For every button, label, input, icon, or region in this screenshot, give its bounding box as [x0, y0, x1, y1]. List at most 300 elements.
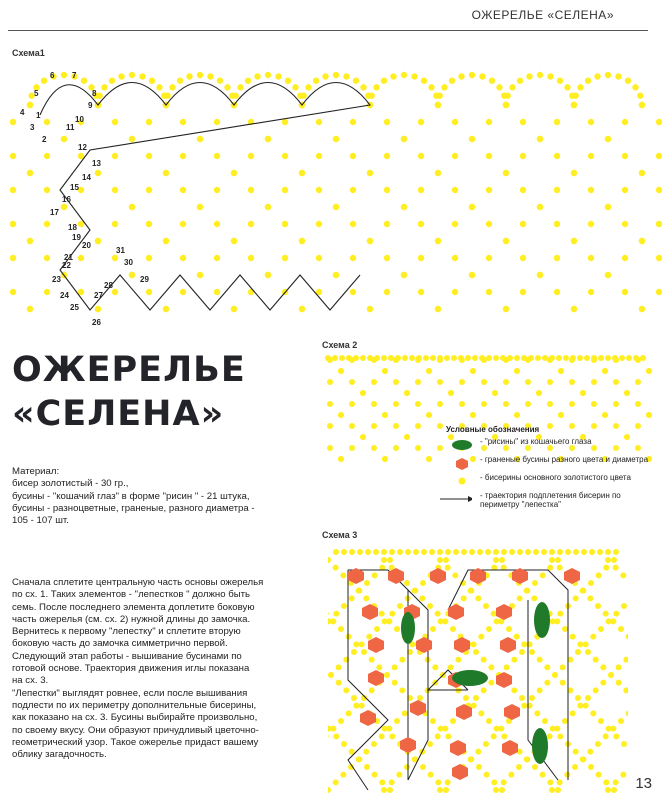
bead — [626, 634, 628, 640]
instruction-line: Следующий этап работы - вышивание бусинами по — [12, 650, 242, 662]
bead — [646, 412, 652, 418]
bead — [445, 565, 451, 571]
bead — [353, 355, 359, 361]
bead — [504, 93, 510, 99]
bead — [389, 779, 395, 785]
bead — [353, 78, 359, 84]
bead — [554, 187, 560, 193]
bead — [525, 401, 531, 407]
bead — [459, 401, 465, 407]
bead — [341, 741, 347, 747]
materials-line: бусины - "кошачий глаз" в форме "рисин " - 21 штука, — [12, 490, 250, 502]
bead — [549, 355, 555, 361]
bead — [475, 595, 481, 601]
legend-item-green-oval — [438, 437, 658, 455]
bead — [452, 221, 458, 227]
bead — [384, 255, 390, 261]
bead — [421, 549, 427, 555]
bead — [520, 221, 526, 227]
bead — [605, 72, 611, 78]
bead — [393, 423, 399, 429]
bead — [44, 119, 50, 125]
bead — [493, 549, 499, 555]
instructions-section — [12, 577, 310, 761]
bead-number: 20 — [82, 241, 91, 250]
bead — [327, 423, 333, 429]
bead — [478, 634, 484, 640]
bead — [163, 306, 169, 312]
bead — [416, 355, 422, 361]
bead — [393, 445, 399, 451]
bead — [656, 289, 662, 295]
bead — [442, 726, 448, 732]
bead — [316, 187, 322, 193]
bead — [373, 84, 379, 90]
bead — [491, 779, 497, 785]
bead-number: 3 — [30, 123, 35, 132]
bead — [622, 119, 628, 125]
bead — [452, 119, 458, 125]
bead — [473, 649, 479, 655]
bead — [622, 187, 628, 193]
bead — [177, 78, 183, 84]
bead — [605, 204, 611, 210]
legend-title: Условные обозначения — [446, 425, 540, 434]
bead — [316, 153, 322, 159]
bead — [569, 379, 575, 385]
bead — [379, 611, 385, 617]
bead — [475, 749, 481, 755]
bead-number: 7 — [72, 71, 77, 80]
bead — [437, 355, 443, 361]
bead — [428, 84, 434, 90]
bead — [531, 595, 537, 601]
bead — [44, 289, 50, 295]
bead — [197, 72, 203, 78]
bead — [583, 641, 589, 647]
bead — [387, 787, 393, 793]
bead — [389, 611, 395, 617]
instruction-line: Вернитесь к первому "лепестку" и сплетите вторую — [12, 626, 241, 638]
bead — [520, 289, 526, 295]
bead — [605, 557, 611, 563]
bead — [231, 238, 237, 244]
bead — [594, 73, 600, 79]
bead — [639, 306, 645, 312]
bead — [197, 204, 203, 210]
bead — [484, 772, 490, 778]
bead — [393, 401, 399, 407]
instruction-line: часть ожерелья (см. сх. 2) нужной длины до замочка. — [12, 613, 251, 625]
instruction-line: семь. После последнего элемента доплетите боковую — [12, 601, 255, 613]
rice-bead — [532, 728, 548, 764]
bead — [554, 221, 560, 227]
bead — [437, 787, 443, 793]
bead — [547, 73, 553, 79]
bead — [418, 119, 424, 125]
header-divider — [8, 30, 648, 31]
bead — [367, 170, 373, 176]
bead — [547, 779, 553, 785]
bead — [350, 153, 356, 159]
bead — [435, 733, 441, 739]
bead — [367, 238, 373, 244]
legend — [438, 425, 658, 509]
bead — [371, 741, 377, 747]
bead-number: 17 — [50, 208, 59, 217]
bead — [341, 549, 347, 555]
bead — [129, 272, 135, 278]
bead — [537, 687, 543, 693]
bead — [517, 78, 523, 84]
bead — [591, 379, 597, 385]
bead — [532, 764, 538, 770]
bead — [282, 221, 288, 227]
bead — [341, 603, 347, 609]
bead — [639, 170, 645, 176]
bead — [395, 355, 401, 361]
bead — [163, 170, 169, 176]
scheme1-label: Схема1 — [12, 48, 45, 58]
bead — [435, 170, 441, 176]
bead — [112, 221, 118, 227]
bead — [437, 549, 443, 555]
bead — [489, 78, 495, 84]
bead — [401, 72, 407, 78]
bead — [421, 78, 427, 84]
legend-item-label: - бисерины основного золотистого цвета — [480, 473, 631, 482]
bead — [656, 255, 662, 261]
bead — [626, 355, 632, 361]
bead — [332, 355, 338, 361]
page-number: 13 — [635, 775, 652, 792]
bead — [646, 368, 652, 374]
bead — [570, 710, 576, 716]
bead — [372, 572, 378, 578]
bead — [588, 289, 594, 295]
bead — [596, 772, 602, 778]
bead — [163, 238, 169, 244]
bead — [486, 221, 492, 227]
bead — [316, 221, 322, 227]
bead — [593, 687, 599, 693]
bead — [402, 710, 408, 716]
bead — [639, 238, 645, 244]
bead — [333, 72, 339, 78]
bead — [503, 306, 509, 312]
bead — [445, 779, 451, 785]
bead — [427, 741, 433, 747]
bead-number: 21 — [64, 253, 73, 262]
bead — [44, 221, 50, 227]
bead-number: 11 — [66, 123, 75, 132]
page-title-line2: «СЕЛЕНА» — [12, 394, 225, 434]
bead — [399, 657, 405, 663]
instruction-line: подлести по их периметру дополнительные бисерины, — [12, 699, 257, 711]
bead — [623, 687, 628, 693]
bead — [622, 153, 628, 159]
bead — [401, 136, 407, 142]
bead — [336, 664, 342, 670]
bead — [619, 355, 625, 361]
bead — [394, 626, 400, 632]
bead — [371, 379, 377, 385]
bead — [207, 73, 213, 79]
green-oval-icon — [450, 439, 474, 451]
bead — [101, 84, 107, 90]
bead — [418, 289, 424, 295]
bead — [336, 680, 342, 686]
bead — [571, 306, 577, 312]
bead — [180, 187, 186, 193]
legend-item-label: - граненые бусины разного цвета и диаметра — [480, 455, 649, 464]
bead — [503, 401, 509, 407]
bead — [350, 255, 356, 261]
bead — [343, 687, 349, 693]
bead — [412, 588, 418, 594]
bead — [316, 255, 322, 261]
bead-number: 22 — [62, 261, 71, 270]
bead — [214, 221, 220, 227]
bead — [426, 368, 432, 374]
bead — [248, 221, 254, 227]
bead — [595, 603, 601, 609]
bead — [376, 664, 382, 670]
bead — [338, 412, 344, 418]
bead — [493, 355, 499, 361]
bead — [469, 72, 475, 78]
bead — [564, 84, 570, 90]
bead — [525, 549, 531, 555]
arrow-icon — [438, 493, 472, 505]
bead — [360, 434, 366, 440]
bead — [44, 255, 50, 261]
bead — [547, 379, 553, 385]
bead — [146, 119, 152, 125]
materials-section — [12, 466, 312, 527]
bead — [563, 355, 569, 361]
red-hexagon-icon — [450, 457, 474, 471]
bead — [537, 204, 543, 210]
bead — [552, 672, 558, 678]
bead — [180, 255, 186, 261]
bead — [521, 703, 527, 709]
bead — [338, 626, 344, 632]
bead — [95, 170, 101, 176]
bead — [476, 764, 482, 770]
bead — [149, 78, 155, 84]
bead — [572, 764, 578, 770]
bead-number: 6 — [50, 71, 55, 80]
bead — [613, 565, 619, 571]
bead — [549, 549, 555, 555]
bead — [521, 641, 527, 647]
bead — [435, 102, 441, 108]
bead — [514, 368, 520, 374]
scheme1-bead-numbers — [20, 71, 149, 327]
bead — [112, 255, 118, 261]
bead — [316, 119, 322, 125]
bead — [595, 741, 601, 747]
bead — [350, 187, 356, 193]
bead — [540, 572, 546, 578]
bead — [112, 119, 118, 125]
bead — [590, 710, 596, 716]
bead — [501, 779, 507, 785]
page-title — [12, 348, 246, 436]
bead — [587, 749, 593, 755]
bead — [180, 119, 186, 125]
bead — [483, 741, 489, 747]
bead — [509, 84, 515, 90]
bead — [405, 549, 411, 555]
bead-number: 1 — [36, 111, 41, 120]
bead — [401, 272, 407, 278]
bead — [558, 368, 564, 374]
bead — [635, 379, 641, 385]
bead — [445, 733, 451, 739]
bead — [458, 355, 464, 361]
bead — [575, 695, 581, 701]
bead — [450, 718, 456, 724]
bead — [384, 153, 390, 159]
scheme3-diagram — [328, 540, 628, 794]
bead — [470, 368, 476, 374]
bead — [350, 221, 356, 227]
bead — [411, 73, 417, 79]
bead — [338, 368, 344, 374]
bead — [10, 119, 16, 125]
bead — [369, 687, 375, 693]
bead — [453, 549, 459, 555]
bead — [396, 772, 402, 778]
bead — [537, 136, 543, 142]
bead — [275, 73, 281, 79]
bead — [519, 649, 525, 655]
bead — [573, 549, 579, 555]
bead — [232, 93, 238, 99]
bead — [402, 355, 408, 361]
bead — [555, 787, 561, 793]
bead — [305, 84, 311, 90]
bead — [292, 84, 298, 90]
rice-bead — [452, 670, 488, 686]
bead — [419, 595, 425, 601]
materials-line: бусины - разноцветные, граненые, разного диаметра - — [12, 502, 255, 514]
bead — [338, 718, 344, 724]
bead — [404, 434, 410, 440]
bead — [621, 603, 627, 609]
bead — [525, 379, 531, 385]
bead — [367, 306, 373, 312]
bead — [598, 718, 604, 724]
bead — [557, 78, 563, 84]
bead — [529, 649, 535, 655]
bead — [605, 549, 611, 555]
bead — [430, 355, 436, 361]
bead — [501, 733, 507, 739]
bead — [608, 672, 614, 678]
bead — [618, 626, 624, 632]
bead — [146, 187, 152, 193]
bead — [633, 355, 639, 361]
bead — [481, 401, 487, 407]
instruction-line: как показано на сх. 3. Бусины выбирайте произвольно, — [12, 712, 258, 724]
bead — [549, 557, 555, 563]
bead-number: 15 — [70, 183, 79, 192]
instruction-line: по сх. 1. Таких элементов - "лепестков " должно быть — [12, 589, 251, 601]
bead — [577, 355, 583, 361]
bead — [532, 580, 538, 586]
bead — [333, 611, 339, 617]
bead — [535, 355, 541, 361]
bead — [27, 306, 33, 312]
bead — [488, 664, 494, 670]
bead — [554, 289, 560, 295]
bead — [590, 634, 596, 640]
bead — [364, 764, 370, 770]
bead — [469, 136, 475, 142]
bead — [526, 73, 532, 79]
bead — [392, 664, 398, 670]
bead — [575, 649, 581, 655]
bead — [610, 726, 616, 732]
bead — [373, 549, 379, 555]
bead — [481, 379, 487, 385]
bead — [598, 626, 604, 632]
bead-number: 29 — [140, 275, 149, 284]
bead — [423, 355, 429, 361]
bead — [622, 289, 628, 295]
instruction-line: по своему вкусу. Они образуют причудливый цветочно- — [12, 724, 259, 736]
bead — [353, 703, 359, 709]
bead — [369, 657, 375, 663]
bead — [520, 153, 526, 159]
bead — [536, 390, 542, 396]
bead — [368, 93, 374, 99]
bead — [537, 657, 543, 663]
bead — [384, 187, 390, 193]
bead — [399, 687, 405, 693]
bead — [588, 119, 594, 125]
bead — [481, 687, 487, 693]
bead — [360, 355, 366, 361]
bead-number: 12 — [78, 143, 87, 152]
bead — [656, 153, 662, 159]
bead — [463, 695, 469, 701]
bead — [325, 355, 331, 361]
bead — [455, 657, 461, 663]
bead — [534, 710, 540, 716]
bead — [656, 221, 662, 227]
bead — [622, 255, 628, 261]
bead — [524, 756, 530, 762]
bead — [346, 710, 352, 716]
bead — [27, 170, 33, 176]
bead — [384, 119, 390, 125]
bead — [468, 756, 474, 762]
bead — [486, 153, 492, 159]
bead — [625, 78, 631, 84]
bead — [448, 664, 454, 670]
bead — [442, 618, 448, 624]
bead — [265, 72, 271, 78]
bead — [557, 565, 563, 571]
bead — [379, 779, 385, 785]
bead — [605, 355, 611, 361]
bead — [367, 355, 373, 361]
bead — [449, 78, 455, 84]
